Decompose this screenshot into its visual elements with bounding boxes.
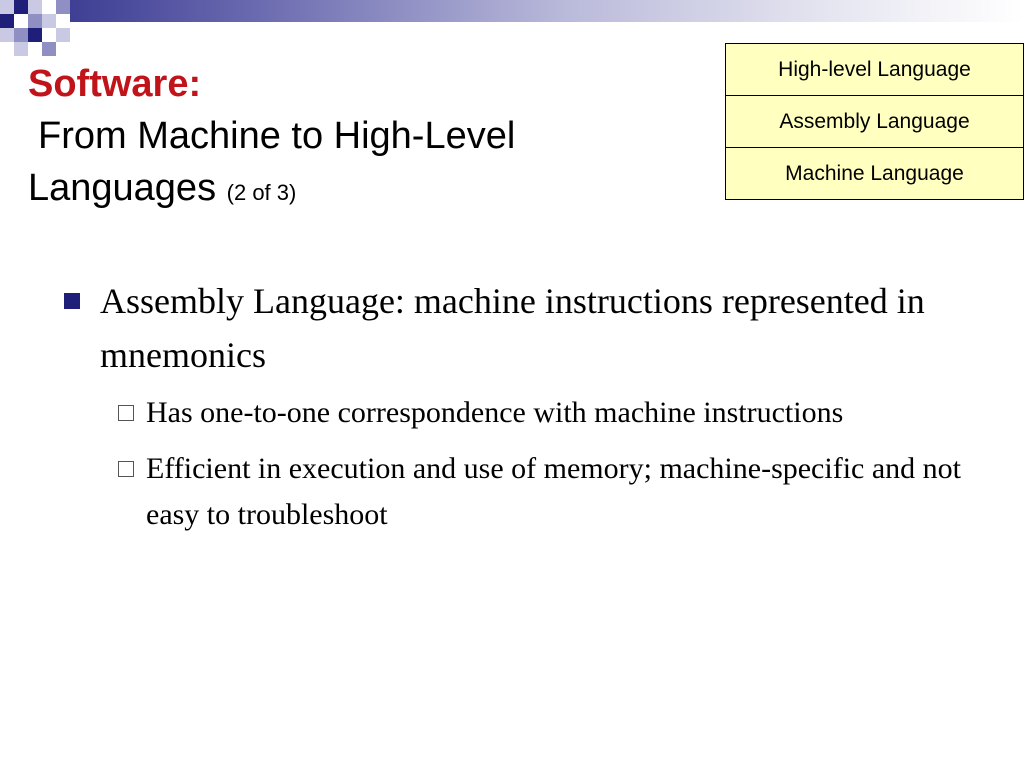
bullet-list <box>62 274 962 548</box>
title-part-label: (2 of 3) <box>226 180 297 205</box>
title-line-1: Software: <box>28 63 202 105</box>
stack-machine: Machine Language <box>785 162 964 185</box>
sub-bullet-text: Has one-to-one correspondence with machine instructions <box>146 396 844 429</box>
sub-bullet-efficiency <box>116 446 962 538</box>
hollow-square-bullet-icon <box>118 405 134 421</box>
title-line-3-text: Languages <box>28 167 217 209</box>
bullet-text: Assembly Language: machine instructions represented in mnemonics <box>100 281 925 375</box>
square-bullet-icon <box>64 293 80 309</box>
sub-bullet-one-to-one <box>116 390 962 436</box>
top-banner <box>0 0 1024 22</box>
stack-assembly: Assembly Language <box>726 96 1023 148</box>
bullet-assembly-language <box>62 274 962 382</box>
title-line-2: From Machine to High-Level <box>38 115 516 157</box>
sub-bullet-text: Efficient in execution and use of memory; machine-specific and not easy to troubleshoot <box>146 452 961 531</box>
sub-bullet-list <box>62 390 962 538</box>
slide-title <box>28 58 688 219</box>
stack-high-level: High-level Language <box>726 44 1023 96</box>
language-stack-diagram <box>725 43 1024 200</box>
hollow-square-bullet-icon <box>118 461 134 477</box>
title-line-3 <box>28 162 688 219</box>
